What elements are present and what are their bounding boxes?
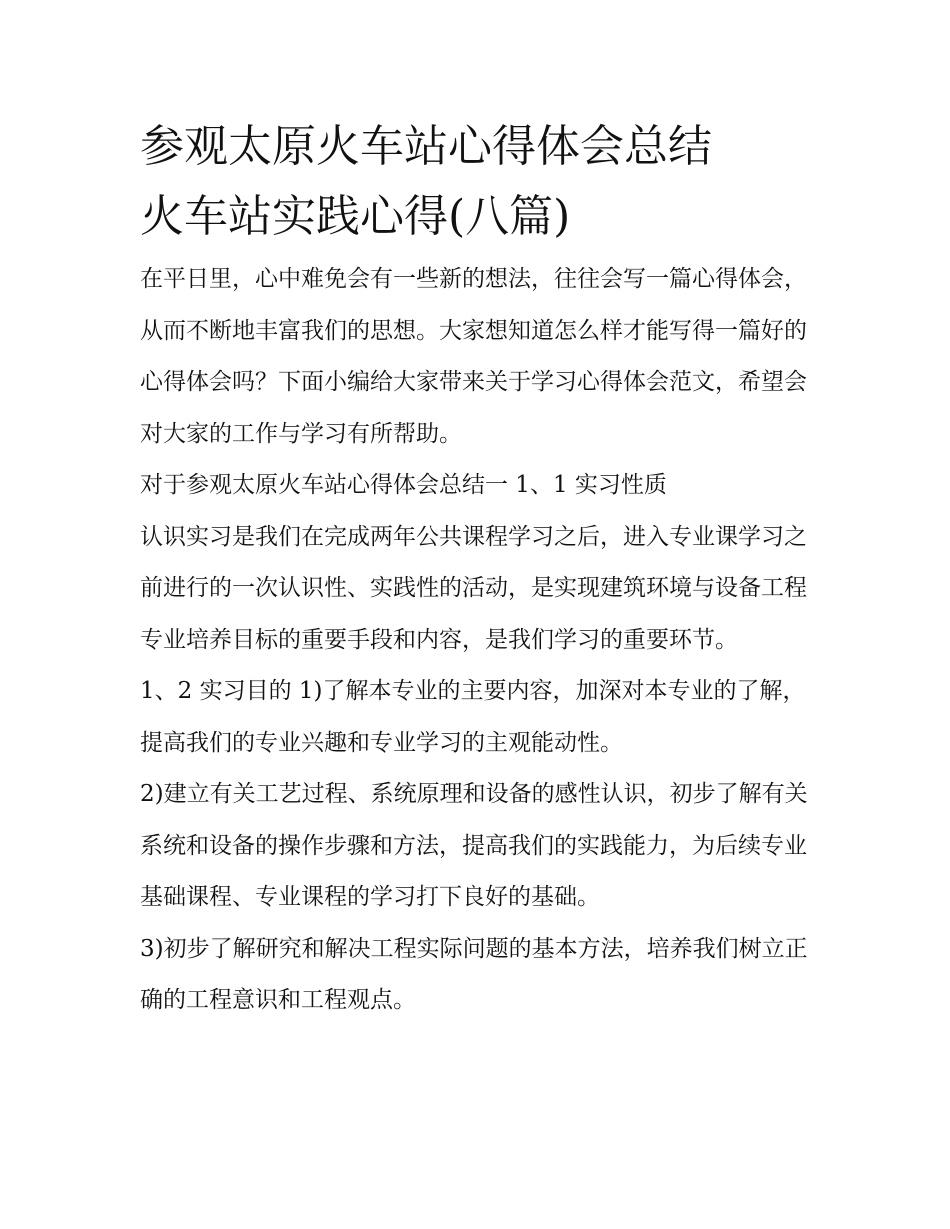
title-line-2: 火车站实践心得(八篇) xyxy=(140,191,571,242)
internship-purpose-paragraph: 1、2 实习目的 1)了解本专业的主要内容，加深对本专业的了解，提高我们的专业兴趣和专业学习的主观能动性。 xyxy=(140,678,806,756)
purpose-item-3-paragraph: 3)初步了解研究和解决工程实际问题的基本方法，培养我们树立正确的工程意识和工程观点。 xyxy=(140,935,808,1013)
internship-nature-paragraph: 认识实习是我们在完成两年公共课程学习之后，进入专业课学习之前进行的一次认识性、实践性的活动，是实现建筑环境与设备工程专业培养目标的重要手段和内容，是我们学习的重要环节。 xyxy=(140,523,807,653)
intro-paragraph: 在平日里，心中难免会有一些新的想法，往往会写一篇心得体会，从而不断地丰富我们的思想。大家想知道怎么样才能写得一篇好的心得体会吗？下面小编给大家带来关于学习心得体会范文，希望会对大家的工作与学习有所帮助。 xyxy=(140,266,807,447)
document-title xyxy=(140,112,814,252)
section-heading: 对于参观太原火车站心得体会总结一 1、1 实习性质 xyxy=(140,472,667,498)
title-line-1: 参观太原火车站心得体会总结 xyxy=(140,121,712,172)
purpose-item-2-paragraph: 2)建立有关工艺过程、系统原理和设备的感性认识，初步了解有关系统和设备的操作步骤和方法，提高我们的实践能力，为后续专业基础课程、专业课程的学习打下良好的基础。 xyxy=(140,781,808,910)
document-body xyxy=(140,112,814,1027)
